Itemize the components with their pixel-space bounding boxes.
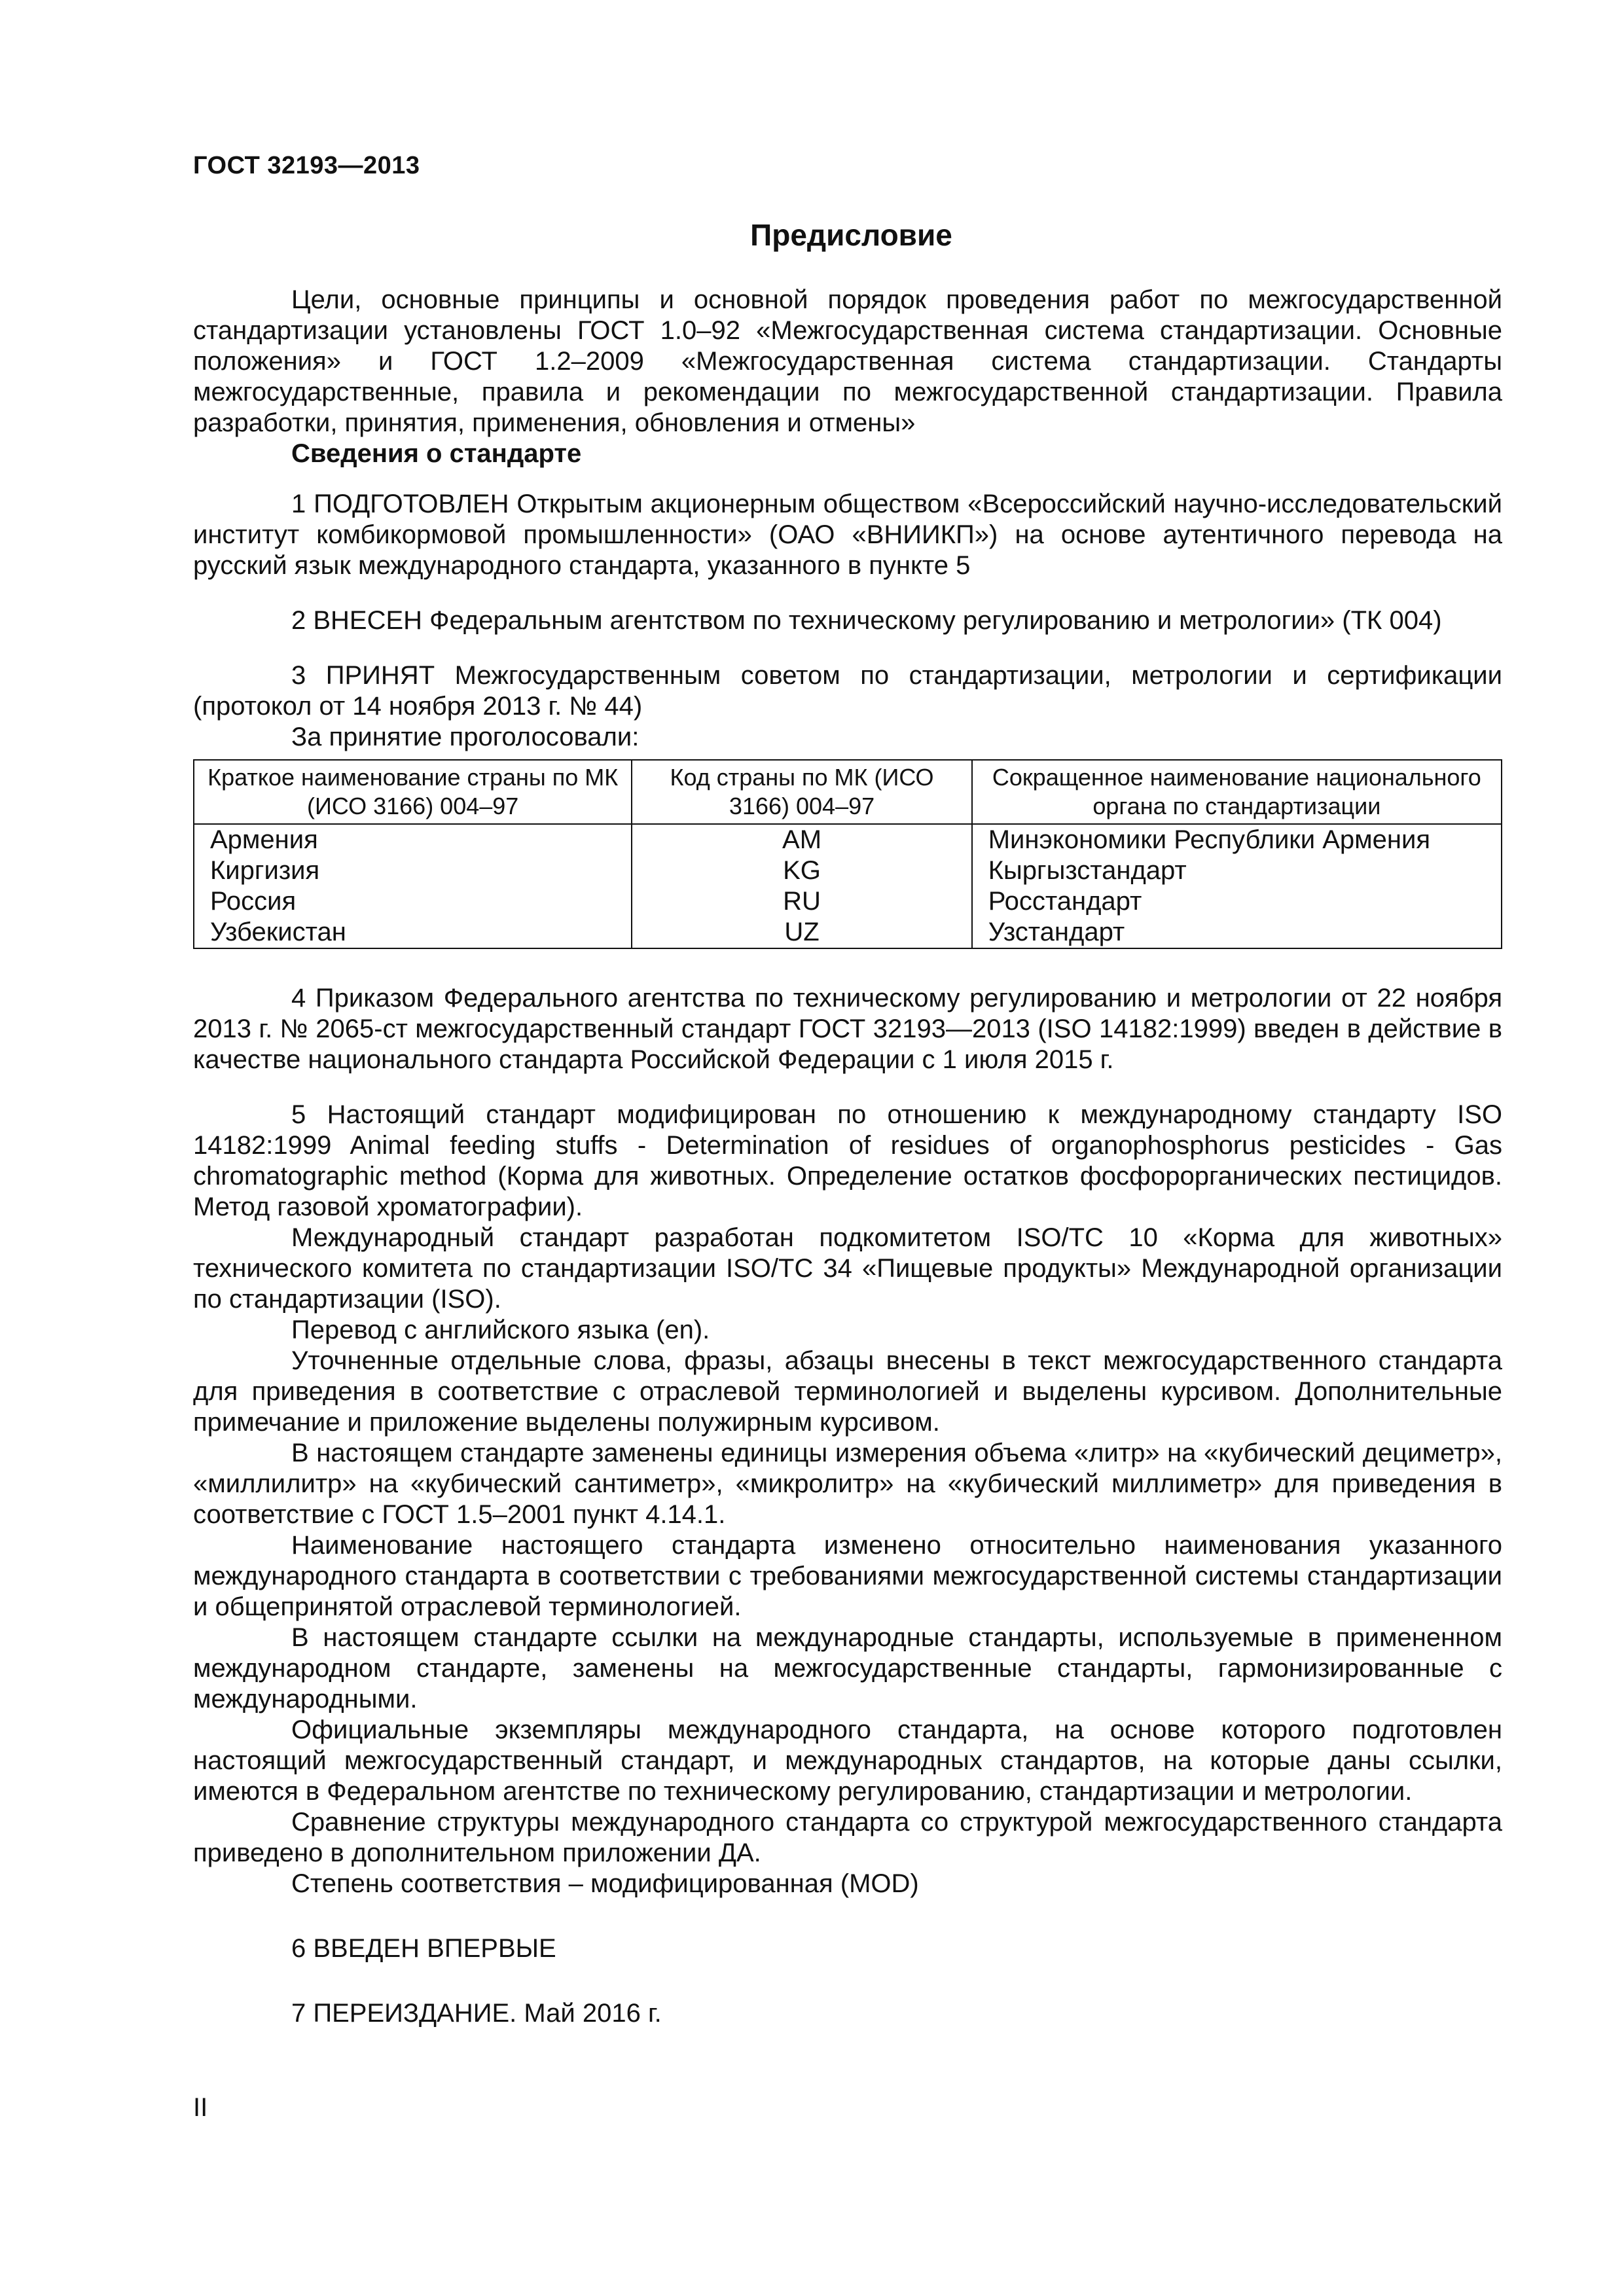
column-header-code: Код страны по МК (ИСО 3166) 004–97 xyxy=(632,760,971,824)
body-cell: Минэкономики Республики Армения xyxy=(972,824,1502,855)
column-header-body: Сокращенное наименование национального органа по стандартизации xyxy=(972,760,1502,824)
table-row xyxy=(194,917,1502,948)
code-cell: RU xyxy=(632,886,971,917)
country-cell: Узбекистан xyxy=(194,917,632,948)
table-header-row xyxy=(194,760,1502,824)
page-number: II xyxy=(193,2093,208,2122)
vote-caption: За принятие проголосовали: xyxy=(291,723,640,751)
item-3-adopted: 3 ПРИНЯТ Межгосударственным советом по стандартизации, метрологии и сертификации (протокол от 14 ноября 2013 г. № 44) xyxy=(193,661,1502,721)
item-5-modified: 5 Настоящий стандарт модифицирован по отношению к международному стандарту ISO 14182:1999 Animal feeding stuffs - Determination of residues of organophosphorus pesticides - Gas chromatographic method (Корма для животных. Определение остатков фосфорорганических пестицидов. Метод газовой хроматографии). xyxy=(193,1100,1502,1221)
body-cell: Узстандарт xyxy=(972,917,1502,948)
code-cell: UZ xyxy=(632,917,971,948)
item-6-introduced: 6 ВВЕДЕН ВПЕРВЫЕ xyxy=(291,1934,556,1963)
item-5-developer: Международный стандарт разработан подкомитетом ISO/TC 10 «Корма для животных» технического комитета по стандартизации ISO/TC 34 «Пищевые продукты» Международной организации по стандартизации (ISO). xyxy=(193,1223,1502,1314)
item-5-structure-comparison: Сравнение структуры международного стандарта со структурой межгосударственного стандарта приведено в дополнительном приложении ДА. xyxy=(193,1808,1502,1867)
item-5-references: В настоящем стандарте ссылки на международные стандарты, используемые в примененном международном стандарте, заменены на межгосударственные стандарты, гармонизированные с международными. xyxy=(193,1623,1502,1713)
item-7-reissue: 7 ПЕРЕИЗДАНИЕ. Май 2016 г. xyxy=(291,1999,662,2028)
country-cell: Киргизия xyxy=(194,855,632,886)
country-cell: Россия xyxy=(194,886,632,917)
page-title: Предисловие xyxy=(750,218,952,252)
code-cell: AM xyxy=(632,824,971,855)
table-row xyxy=(194,824,1502,855)
intro-paragraph: Цели, основные принципы и основной порядок проведения работ по межгосударственной стандартизации установлены ГОСТ 1.0–92 «Межгосударственная система стандартизации. Основные положения» и ГОСТ 1.2–2009 «Межгосударственная система стандартизации. Стандарты межгосударственные, правила и рекомендации по межгосударственной стандартизации. Правила разработки, принятия, применения, обновления и отмены» xyxy=(193,285,1502,437)
foreword-body xyxy=(193,285,1502,2029)
item-5-title-change: Наименование настоящего стандарта изменено относительно наименования указанного международного стандарта в соответствии с требованиями межгосударственной системы стандартизации и общепринятой отраслевой терминологией. xyxy=(193,1531,1502,1621)
column-header-country: Краткое наименование страны по МК (ИСО 3166) 004–97 xyxy=(194,760,632,824)
code-cell: KG xyxy=(632,855,971,886)
item-5-clarifications: Уточненные отдельные слова, фразы, абзацы внесены в текст межгосударственного стандарта для приведения в соответствие с отраслевой терминологией и выделены курсивом. Дополнительные примечание и приложение выделены полужирным курсивом. xyxy=(193,1346,1502,1437)
item-5-units: В настоящем стандарте заменены единицы измерения объема «литр» на «кубический дециметр», «миллилитр» на «кубический сантиметр», «микролитр» на «кубический миллиметр» для приведения в соответствие с ГОСТ 1.5–2001 пункт 4.14.1. xyxy=(193,1439,1502,1529)
item-5-translation: Перевод с английского языка (en). xyxy=(291,1316,710,1344)
voting-table xyxy=(193,759,1502,949)
info-heading: Сведения о стандарте xyxy=(291,439,582,468)
item-4-order: 4 Приказом Федерального агентства по техническому регулированию и метрологии от 22 ноября 2013 г. № 2065-ст межгосударственный стандарт ГОСТ 32193—2013 (ISO 14182:1999) введен в действие в качестве национального стандарта Российской Федерации с 1 июля 2015 г. xyxy=(193,984,1502,1074)
item-1-prepared: 1 ПОДГОТОВЛЕН Открытым акционерным обществом «Всероссийский научно-исследовательский институт комбикормовой промышленности» (ОАО «ВНИИКП») на основе аутентичного перевода на русский язык международного стандарта, указанного в пункте 5 xyxy=(193,490,1502,580)
document-id-header: ГОСТ 32193—2013 xyxy=(193,152,420,179)
body-cell: Росстандарт xyxy=(972,886,1502,917)
table-row xyxy=(194,886,1502,917)
item-5-conformity-degree: Степень соответствия – модифицированная (MOD) xyxy=(291,1869,919,1898)
item-2-submitted: 2 ВНЕСЕН Федеральным агентством по техническому регулированию и метрологии» (ТК 004) xyxy=(291,606,1442,635)
country-cell: Армения xyxy=(194,824,632,855)
table-row xyxy=(194,855,1502,886)
item-5-official-copies: Официальные экземпляры международного стандарта, на основе которого подготовлен настоящий межгосударственный стандарт, и международных стандартов, на которые даны ссылки, имеются в Федеральном агентстве по техническому регулированию, стандартизации и метрологии. xyxy=(193,1715,1502,1806)
body-cell: Кыргызстандарт xyxy=(972,855,1502,886)
